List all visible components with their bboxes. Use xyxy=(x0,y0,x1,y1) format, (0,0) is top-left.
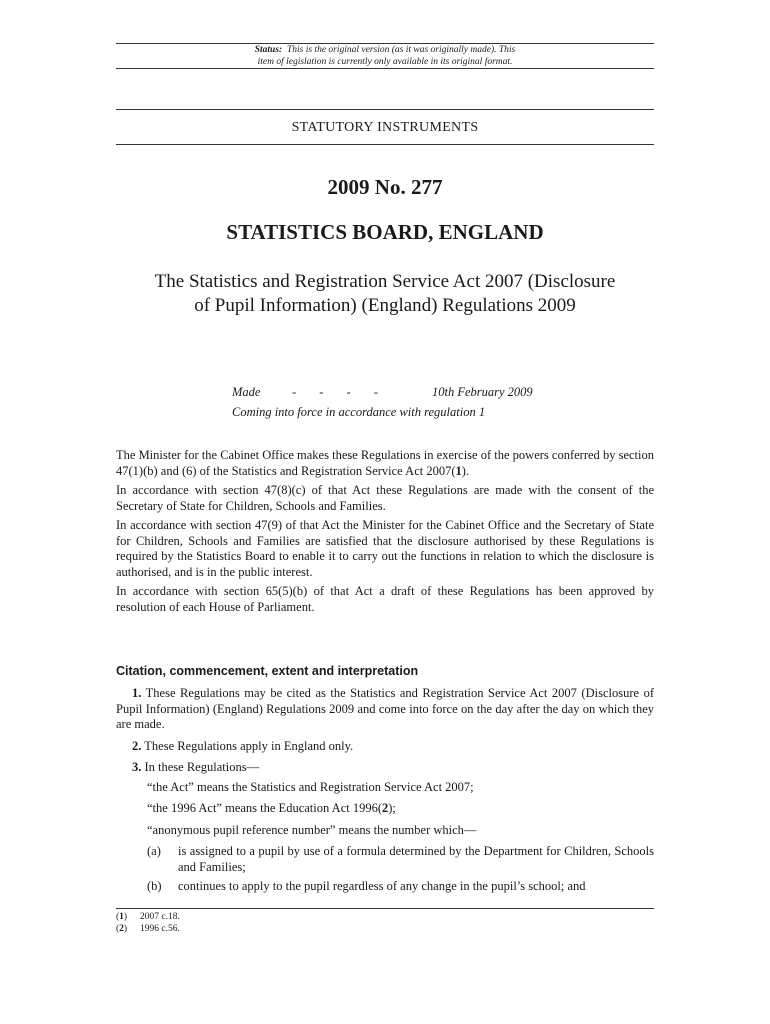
footnote-rule xyxy=(116,908,654,909)
made-date: 10th February 2009 xyxy=(432,385,533,399)
regulation-3: 3. In these Regulations— xyxy=(132,760,260,774)
regulation-2-number: 2. xyxy=(132,738,142,753)
preamble-paragraph: In accordance with section 47(8)(c) of that Act these Regulations are made with the consent of the Secretary of State for Children, Schools and Families. xyxy=(116,483,654,513)
preamble-paragraph: In accordance with section 65(5)(b) of that Act a draft of these Regulations has been approved by resolution of each House of Parliament. xyxy=(116,584,654,614)
made-dashes: - - - - xyxy=(292,385,389,399)
regulations-body xyxy=(116,686,654,899)
status-bottom-rule xyxy=(116,68,654,69)
dates-block xyxy=(232,382,652,422)
footnote-text: 1996 c.56. xyxy=(140,923,180,934)
definition-pupil-reference: “anonymous pupil reference number” means the number which— xyxy=(147,822,477,837)
definition-the-act: “the Act” means the Statistics and Registration Service Act 2007; xyxy=(147,779,474,794)
footnote-ref-1[interactable]: 1 xyxy=(455,463,462,478)
footnote: (2) 1996 c.56. xyxy=(116,923,180,934)
section-heading: Citation, commencement, extent and interpretation xyxy=(116,664,419,678)
item-b-label: (b) xyxy=(147,879,162,893)
status-line-1: This is the original version (as it was originally made). This xyxy=(286,45,516,55)
footnote-number: 2 xyxy=(119,923,124,934)
preamble-paragraph: The Minister for the Cabinet Office makes these Regulations in exercise of the powers conferred by section 47(1)(b) and (6) of the Statistics and Registration Service Act 2007(1). xyxy=(116,448,654,478)
subject-heading: STATISTICS BOARD, ENGLAND xyxy=(226,220,544,244)
definition-item-a xyxy=(116,844,654,875)
regulation-2: 2. These Regulations apply in England only. xyxy=(132,738,354,753)
made-label: Made xyxy=(232,385,261,399)
status-banner xyxy=(116,44,654,68)
series-title: STATUTORY INSTRUMENTS xyxy=(291,120,479,135)
series-top-rule xyxy=(116,109,654,110)
series-bottom-rule xyxy=(116,144,654,145)
preamble xyxy=(116,448,654,619)
coming-into-force: Coming into force in accordance with regulation 1 xyxy=(232,405,486,419)
regulation-1-number: 1. xyxy=(132,686,142,700)
item-a-text: is assigned to a pupil by use of a formula determined by the Department for Children, Schools and Families; xyxy=(178,844,654,874)
title-line-2: of Pupil Information) (England) Regulations 2009 xyxy=(194,295,576,316)
definition-item-b xyxy=(116,879,654,895)
footnotes xyxy=(116,912,180,935)
item-b-text: continues to apply to the pupil regardless of any change in the pupil’s school; and xyxy=(178,879,586,893)
regulation-3-number: 3. xyxy=(132,760,142,774)
status-label: Status: xyxy=(254,45,283,55)
instrument-number: 2009 No. 277 xyxy=(327,175,443,199)
preamble-paragraph: In accordance with section 47(9) of that Act the Minister for the Cabinet Office and the Secretary of State for Children, Schools and Families are satisfied that the disclosure authorised by these Regulations is required by the Statistics Board to enable it to carry out the functions in relation to which the disclosure is authorised, and is in the public interest. xyxy=(116,518,654,579)
status-line-2: item of legislation is currently only available in its original format. xyxy=(257,57,513,67)
regulation-1: 1. These Regulations may be cited as the Statistics and Registration Service Act 2007 (Disclosure of Pupil Information) (England) Regulations 2009 and come into force on the day after the day on which they are made. xyxy=(116,686,654,731)
footnote: (1) 2007 c.18. xyxy=(116,912,180,922)
item-a-label: (a) xyxy=(147,844,161,858)
title-line-1: The Statistics and Registration Service Act 2007 (Disclosure xyxy=(154,271,616,292)
footnote-number: 1 xyxy=(119,912,124,922)
footnote-text: 2007 c.18. xyxy=(140,912,180,922)
regulations-title xyxy=(116,270,654,318)
footnote-ref-2[interactable]: 2 xyxy=(382,801,389,815)
definition-1996-act: “the 1996 Act” means the Education Act 1996(2); xyxy=(147,801,396,815)
